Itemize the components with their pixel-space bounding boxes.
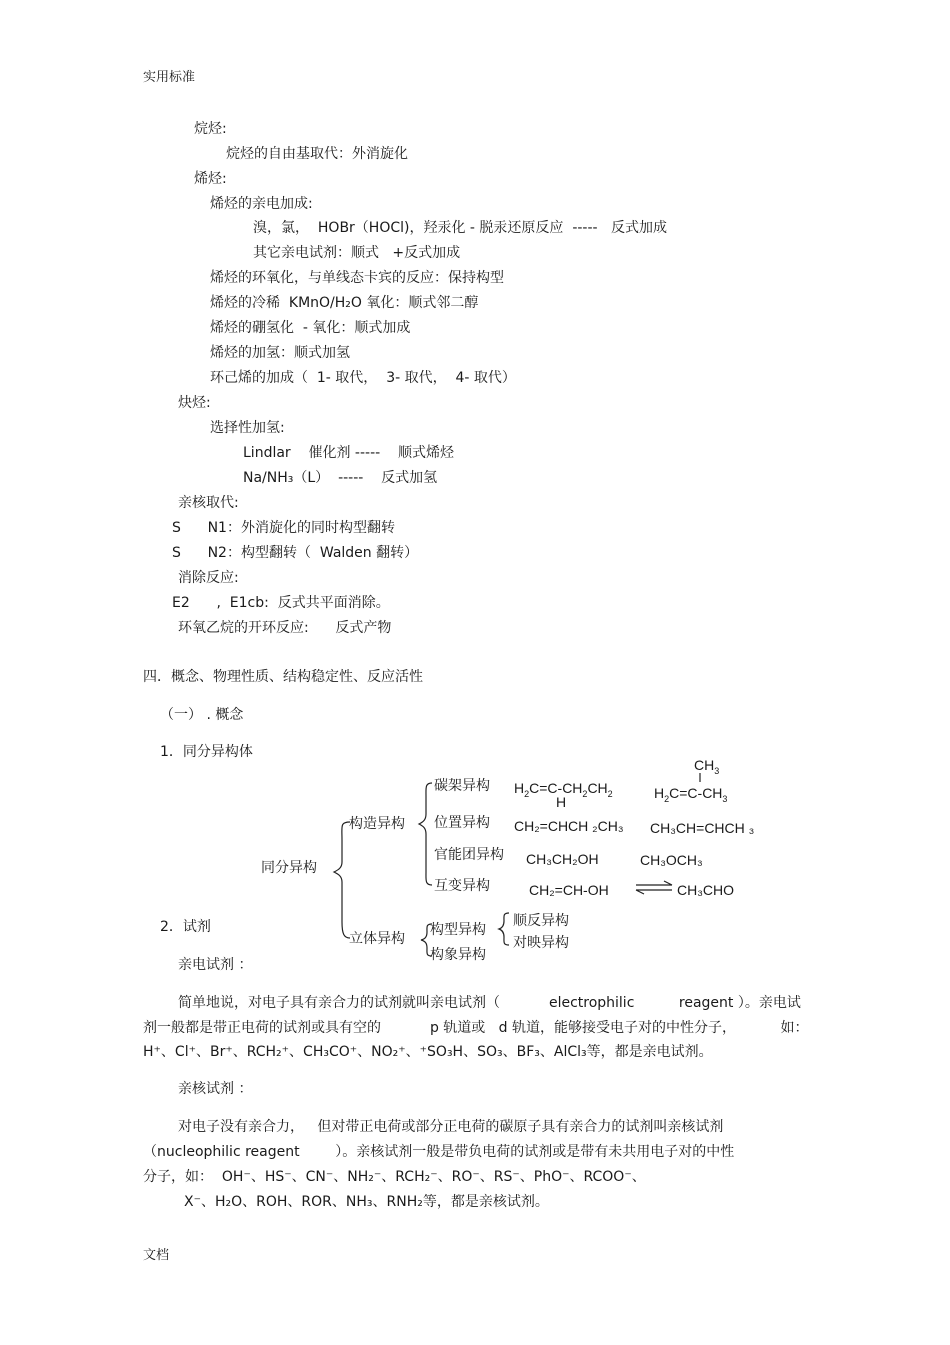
- outline-line: 溴，氯， HOBr（HOCl)，羟汞化 - 脱汞还原反应 ----- 反式加成: [253, 220, 667, 236]
- outline-line: Na/NH₃（L） ----- 反式加氢: [243, 470, 438, 486]
- outline-line: 其它亲电试剂：顺式 +反式加成: [253, 245, 461, 261]
- tree-stereo-child: 构型异构: [430, 922, 486, 938]
- outline-line: 烷烃:: [194, 121, 227, 137]
- formula-vinyl-alcohol: CH₂=CH-OH: [529, 882, 609, 898]
- outline-line: 亲核取代:: [178, 495, 239, 511]
- outline-line: 烯烃的冷稀 KMnO/H₂O 氧化：顺式邻二醇: [210, 295, 479, 311]
- outline-line: 烯烃的亲电加成:: [210, 196, 313, 212]
- nucleophile-title: 亲核试剂 ：: [178, 1081, 253, 1097]
- electrophile-para-line: 剂一般都是带正电荷的试剂或具有空的 p 轨道或 d 轨道，能够接受电子对的中性分子， 如：: [143, 1020, 809, 1036]
- outline-line: 烷烃的自由基取代：外消旋化: [226, 146, 408, 162]
- outline-line: 烯烃的加氢：顺式加氢: [210, 345, 350, 361]
- tree-config-child: 顺反异构: [513, 913, 569, 929]
- formula-ch3-branch: $CH_3$: [694, 757, 720, 776]
- item-heading: 1．同分异构体: [160, 744, 253, 760]
- electrophile-title: 亲电试剂 ：: [178, 957, 253, 973]
- formula-acetaldehyde: CH₃CHO: [677, 882, 735, 898]
- section-heading: 四．概念、物理性质、结构稳定性、反应活性: [143, 669, 423, 685]
- outline-line: 环氧乙烷的开环反应: 反式产物: [178, 620, 392, 636]
- outline-line: S N1：外消旋化的同时构型翻转: [172, 520, 395, 536]
- electrophile-para-line: 简单地说，对电子具有亲合力的试剂就叫亲电试剂（ electrophilic reagent ）。亲电试: [178, 995, 801, 1011]
- formula-ethanol: CH₃CH₂OH: [526, 851, 599, 867]
- formula-1-butene: CH₂=CHCH ₂CH₃: [514, 818, 624, 834]
- outline-line: 烯烃:: [194, 171, 227, 187]
- tree-branch-label: 官能团异构: [434, 847, 504, 863]
- page-header: 实用标准: [143, 70, 196, 85]
- tree-branch-label: 位置异构: [434, 815, 490, 831]
- formula-h-subst: H: [556, 794, 567, 810]
- nucleophile-para-line: X⁻、H₂O、ROH、ROR、NH₃、RNH₂等，都是亲核试剂。: [184, 1194, 549, 1210]
- outline-line: 选择性加氢:: [210, 420, 285, 436]
- tree-stereo: 立体异构: [349, 931, 405, 947]
- subsection-heading: （一） . 概念: [160, 707, 244, 723]
- outline-line: 消除反应:: [178, 570, 239, 586]
- nucleophile-para-line: 对电子没有亲合力， 但对带正电荷或部分正电荷的碳原子具有亲合力的试剂叫亲核试剂: [178, 1119, 724, 1135]
- formula-2-butene: CH₃CH=CHCH ₃: [650, 820, 755, 836]
- outline-line: E2 , E1cb: 反式共平面消除。: [172, 595, 390, 611]
- tree-constitutional: 构造异构: [349, 816, 405, 832]
- tree-branch-label: 碳架异构: [434, 778, 490, 794]
- formula-butene: $H_2C=C-CH_2CH_2$: [514, 780, 613, 799]
- outline-line: 环己烯的加成（ 1- 取代， 3- 取代， 4- 取代）: [210, 370, 516, 386]
- tree-config-child: 对映异构: [513, 935, 569, 951]
- outline-line: S N2：构型翻转（ Walden 翻转）: [172, 545, 419, 561]
- outline-line: 烯烃的环氧化，与单线态卡宾的反应：保持构型: [210, 270, 504, 286]
- item-heading: 2．试剂: [160, 919, 211, 935]
- formula-dimethyl-ether: CH₃OCH₃: [640, 852, 703, 868]
- outline-line: Lindlar 催化剂 ----- 顺式烯烃: [243, 445, 454, 461]
- tree-root: 同分异构: [261, 860, 317, 876]
- tree-stereo-child: 构象异构: [430, 947, 486, 963]
- nucleophile-para-line: （nucleophilic reagent ）。亲核试剂一般是带负电荷的试剂或是带有未共用电子对的中性: [143, 1144, 735, 1160]
- outline-line: 炔烃:: [178, 395, 211, 411]
- formula-isobutene: $H_2C=C-CH_3$: [654, 785, 728, 804]
- nucleophile-para-line: 分子，如： OH⁻、HS⁻、CN⁻、NH₂⁻、RCH₂⁻、RO⁻、RS⁻、PhO⁻、RCOO⁻、: [143, 1169, 646, 1185]
- outline-line: 烯烃的硼氢化 - 氧化：顺式加成: [210, 320, 411, 336]
- tree-branch-label: 互变异构: [434, 878, 490, 894]
- page-footer: 文档: [143, 1248, 170, 1263]
- electrophile-para-line: H⁺、Cl⁺、Br⁺、RCH₂⁺、CH₃CO⁺、NO₂⁺、⁺SO₃H、SO₃、BF₃、AlCl₃等，都是亲电试剂。: [143, 1044, 713, 1060]
